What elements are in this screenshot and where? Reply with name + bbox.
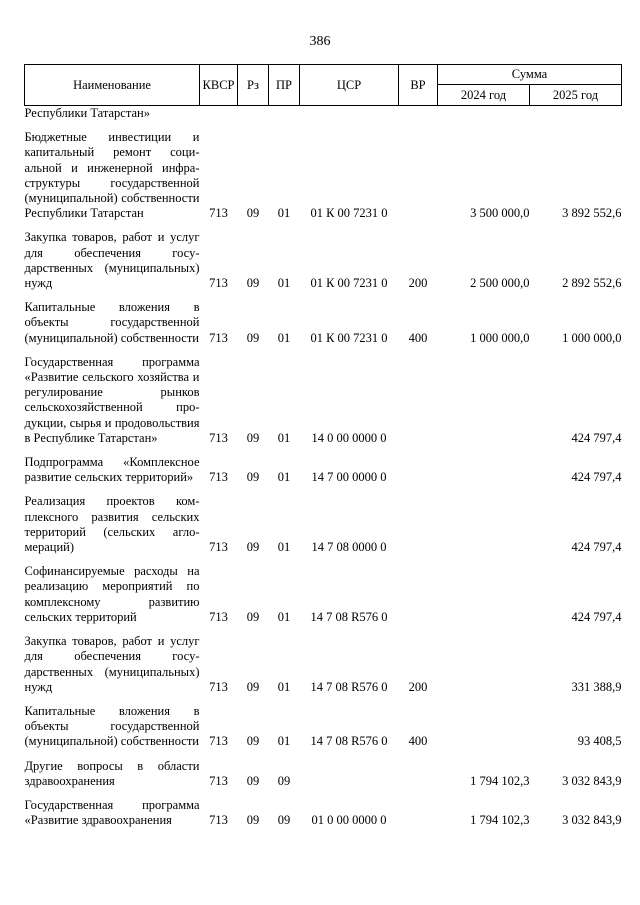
row-vr: [399, 789, 438, 828]
row-pr: 01: [277, 276, 291, 291]
row-sum-2024: [438, 346, 530, 446]
row-sum-2025: 3 032 843,9: [562, 773, 622, 788]
row-sum-2024: 1 794 102,3: [470, 773, 530, 788]
row-vr: [399, 446, 438, 485]
row-name: Республики Татарстан»: [24, 106, 150, 120]
table-row: [25, 291, 622, 346]
budget-table: [24, 64, 622, 828]
row-csr: 14 7 08 R576 0: [310, 679, 388, 694]
row-sum-2024: [438, 695, 530, 750]
header-year-2025: 2025 год: [530, 85, 622, 106]
row-name: Реализация проектов комплексного развития сельских территорий (сельских агломераций): [24, 494, 200, 555]
row-pr: 01: [277, 330, 291, 345]
row-sum-2024: 1 794 102,3: [470, 813, 530, 828]
row-kvsr: 713: [209, 206, 228, 221]
row-vr: [399, 346, 438, 446]
row-sum-2025: 1 000 000,0: [562, 330, 622, 345]
row-csr: [300, 750, 399, 789]
row-pr: [269, 106, 300, 122]
row-rz: 09: [246, 609, 260, 624]
row-name: Капитальные вложения в объекты государственной (муниципальной) собственности: [24, 703, 200, 749]
row-vr: 400: [408, 734, 428, 749]
row-pr: 01: [277, 540, 291, 555]
table-row: [25, 221, 622, 291]
row-sum-2024: 3 500 000,0: [470, 206, 530, 221]
row-csr: 01 К 00 7231 0: [310, 276, 388, 291]
row-kvsr: 713: [209, 430, 228, 445]
row-sum-2024: 1 000 000,0: [470, 330, 530, 345]
row-rz: 09: [246, 470, 260, 485]
row-pr: 09: [277, 813, 291, 828]
row-name: Закупка товаров, работ и услуг для обеспечения государственных (муниципальных) нужд: [24, 634, 200, 694]
row-sum-2024: [438, 106, 530, 122]
row-sum-2025: 93 408,5: [577, 734, 622, 749]
row-sum-2024: [438, 446, 530, 485]
row-csr: [300, 106, 399, 122]
header-pr: ПР: [269, 65, 300, 106]
row-kvsr: 713: [209, 470, 228, 485]
row-vr: [399, 750, 438, 789]
row-name: Софинансируемые расходы на реализацию мероприятий по комплексному развитию сельских территорий: [24, 564, 200, 624]
row-sum-2025: 2 892 552,6: [562, 276, 622, 291]
table-row: [25, 485, 622, 555]
row-rz: 09: [246, 734, 260, 749]
row-kvsr: 713: [209, 813, 228, 828]
row-csr: 01 0 00 0000 0: [311, 813, 387, 828]
row-csr: 14 7 08 R576 0: [310, 609, 388, 624]
table-row: [25, 750, 622, 789]
table-row: [25, 346, 622, 446]
row-pr: 01: [277, 206, 291, 221]
row-vr: 200: [408, 679, 428, 694]
header-name: Наименование: [25, 65, 200, 106]
row-kvsr: 713: [209, 540, 228, 555]
table-row: [25, 446, 622, 485]
row-kvsr: 713: [209, 276, 228, 291]
row-sum-2025: 3 032 843,9: [562, 813, 622, 828]
row-pr: 01: [277, 734, 291, 749]
row-vr: 400: [408, 330, 428, 345]
row-vr: [399, 121, 438, 221]
row-name: Капитальные вложения в объекты государственной (муниципальной) собственности: [24, 300, 200, 345]
row-vr: 200: [408, 276, 428, 291]
row-rz: 09: [246, 206, 260, 221]
header-csr: ЦСР: [300, 65, 399, 106]
row-sum-2025: 424 797,4: [571, 540, 622, 555]
header-rz: Рз: [238, 65, 269, 106]
row-pr: 09: [277, 773, 291, 788]
row-sum-2025: 424 797,4: [571, 430, 622, 445]
row-sum-2025: 424 797,4: [571, 609, 622, 624]
row-sum-2024: 2 500 000,0: [470, 276, 530, 291]
row-sum-2025: [530, 106, 622, 122]
table-row: [25, 555, 622, 625]
row-name: Другие вопросы в области здравоохранения: [24, 758, 200, 788]
row-csr: 01 К 00 7231 0: [310, 330, 388, 345]
header-year-2024: 2024 год: [438, 85, 530, 106]
row-rz: 09: [246, 813, 260, 828]
row-csr: 14 7 08 R576 0: [310, 734, 388, 749]
row-rz: 09: [246, 330, 260, 345]
row-csr: 14 0 00 0000 0: [311, 430, 387, 445]
row-sum-2024: [438, 625, 530, 695]
row-sum-2025: 331 388,9: [571, 679, 622, 694]
row-kvsr: 713: [209, 773, 228, 788]
row-name: Закупка товаров, работ и услуг для обеспечения государственных (муниципальных) нужд: [24, 230, 200, 291]
row-pr: 01: [277, 679, 291, 694]
row-rz: [238, 106, 269, 122]
row-name: Государственная программа «Развитие сельского хозяйства и регулирование рынков сельскохозяйственной продукции, сырья и продовольствия в Республике Татарстан»: [24, 354, 200, 445]
row-rz: 09: [246, 679, 260, 694]
row-rz: 09: [246, 773, 260, 788]
row-rz: 09: [246, 276, 260, 291]
row-sum-2025: 3 892 552,6: [562, 206, 622, 221]
row-sum-2024: [438, 485, 530, 555]
row-rz: 09: [246, 540, 260, 555]
table-row: [25, 695, 622, 750]
table-row: [25, 625, 622, 695]
page-number: 386: [309, 34, 331, 49]
row-pr: 01: [277, 609, 291, 624]
table-row: [25, 106, 622, 122]
row-name: Государственная программа «Развитие здравоохранения: [24, 797, 200, 828]
row-csr: 14 7 00 0000 0: [311, 470, 387, 485]
row-vr: [399, 555, 438, 625]
row-name: Подпрограмма «Комплексное развитие сельских территорий»: [24, 455, 200, 485]
row-sum-2025: 424 797,4: [571, 470, 622, 485]
row-vr: [399, 485, 438, 555]
row-vr: [399, 106, 438, 122]
row-name: Бюджетные инвестиции и капитальный ремонт социальной и инженерной инфраструктуры государственной (муниципальной) собственности Республики Татарстан: [24, 130, 200, 221]
row-kvsr: 713: [209, 734, 228, 749]
row-kvsr: 713: [209, 679, 228, 694]
row-pr: 01: [277, 430, 291, 445]
header-sum: Сумма: [438, 65, 622, 85]
row-csr: 01 К 00 7231 0: [310, 206, 388, 221]
row-pr: 01: [277, 470, 291, 485]
row-kvsr: 713: [209, 330, 228, 345]
row-sum-2024: [438, 555, 530, 625]
header-vr: ВР: [399, 65, 438, 106]
row-rz: 09: [246, 430, 260, 445]
header-kvsr: КВСР: [200, 65, 238, 106]
table-row: [25, 789, 622, 828]
table-row: [25, 121, 622, 221]
row-kvsr: 713: [209, 609, 228, 624]
row-kvsr: [200, 106, 238, 122]
row-csr: 14 7 08 0000 0: [311, 540, 387, 555]
